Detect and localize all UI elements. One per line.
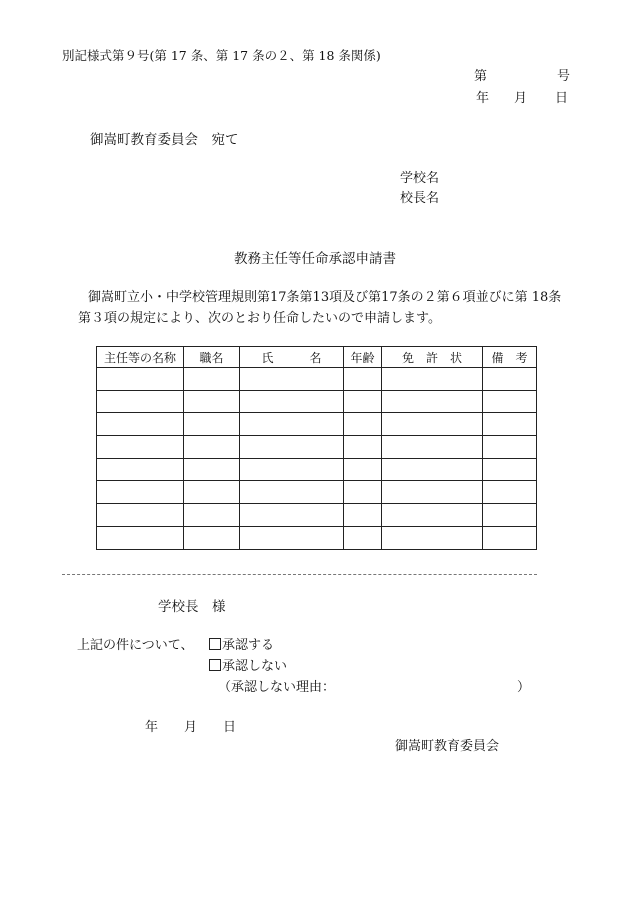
table-cell[interactable] xyxy=(184,368,240,391)
table-row xyxy=(97,436,537,459)
table-row xyxy=(97,390,537,413)
table-cell[interactable] xyxy=(344,390,382,413)
table-cell[interactable] xyxy=(97,481,184,504)
header-date-month: 月 xyxy=(514,91,528,106)
col-header-age: 年齢 xyxy=(344,347,382,368)
table-cell[interactable] xyxy=(184,436,240,459)
approve-checkbox[interactable] xyxy=(209,638,221,650)
body-text-line-1: 御嵩町立小・中学校管理規則第17条第13項及び第17条の２第６項並びに第 18条 xyxy=(88,290,562,305)
table-cell[interactable] xyxy=(97,504,184,527)
table-cell[interactable] xyxy=(184,390,240,413)
table-cell[interactable] xyxy=(382,390,483,413)
reason-close-paren: ） xyxy=(517,680,531,695)
table-row xyxy=(97,368,537,391)
table-row xyxy=(97,481,537,504)
table-row xyxy=(97,458,537,481)
table-cell[interactable] xyxy=(240,368,344,391)
school-name-label: 学校名 xyxy=(400,171,440,186)
table-cell[interactable] xyxy=(240,504,344,527)
table-cell[interactable] xyxy=(240,481,344,504)
table-cell[interactable] xyxy=(240,390,344,413)
col-header-position: 主任等の名称 xyxy=(97,347,184,368)
col-header-job-title: 職名 xyxy=(184,347,240,368)
table-cell[interactable] xyxy=(344,458,382,481)
table-cell[interactable] xyxy=(97,368,184,391)
col-header-license: 免 許 状 xyxy=(382,347,483,368)
reply-date-year: 年 xyxy=(145,720,159,735)
table-header-row xyxy=(97,347,537,368)
table-cell[interactable] xyxy=(382,413,483,436)
reply-date-month: 月 xyxy=(184,720,198,735)
addressee: 御嵩町教育委員会 宛て xyxy=(90,132,239,148)
appointment-table xyxy=(96,346,537,550)
table-cell[interactable] xyxy=(97,413,184,436)
table-row xyxy=(97,526,537,549)
table-cell[interactable] xyxy=(344,526,382,549)
table-cell[interactable] xyxy=(483,458,537,481)
table-row xyxy=(97,504,537,527)
disapprove-checkbox[interactable] xyxy=(209,659,221,671)
reply-addressee: 学校長 様 xyxy=(158,599,226,615)
table-cell[interactable] xyxy=(97,458,184,481)
number-suffix: 号 xyxy=(557,69,571,84)
document-title: 教務主任等任命承認申請書 xyxy=(234,251,396,267)
table-cell[interactable] xyxy=(240,413,344,436)
table-cell[interactable] xyxy=(382,526,483,549)
table-cell[interactable] xyxy=(184,526,240,549)
table-cell[interactable] xyxy=(483,368,537,391)
table-cell[interactable] xyxy=(240,458,344,481)
table-cell[interactable] xyxy=(184,481,240,504)
table-cell[interactable] xyxy=(344,368,382,391)
table-cell[interactable] xyxy=(483,504,537,527)
board-signature: 御嵩町教育委員会 xyxy=(395,739,500,754)
form-identifier: 別記様式第９号(第 17 条、第 17 条の２、第 18 条関係) xyxy=(62,48,381,63)
header-date-day: 日 xyxy=(555,91,569,106)
table-cell[interactable] xyxy=(382,504,483,527)
table-cell[interactable] xyxy=(382,436,483,459)
col-header-remarks: 備 考 xyxy=(483,347,537,368)
disapprove-option[interactable] xyxy=(209,659,287,675)
number-prefix: 第 xyxy=(474,69,488,84)
reply-matter-text: 上記の件について、 xyxy=(77,638,194,653)
table-cell[interactable] xyxy=(97,436,184,459)
cut-line-divider xyxy=(62,574,537,575)
approve-option[interactable] xyxy=(209,638,274,654)
table-cell[interactable] xyxy=(483,390,537,413)
table-cell[interactable] xyxy=(344,413,382,436)
header-date-year: 年 xyxy=(476,91,490,106)
table-cell[interactable] xyxy=(240,436,344,459)
reply-date-day: 日 xyxy=(223,720,237,735)
table-cell[interactable] xyxy=(97,526,184,549)
table-cell[interactable] xyxy=(483,526,537,549)
table-cell[interactable] xyxy=(344,481,382,504)
table-cell[interactable] xyxy=(184,458,240,481)
table-cell[interactable] xyxy=(240,526,344,549)
col-header-name: 氏 名 xyxy=(240,347,344,368)
table-cell[interactable] xyxy=(344,504,382,527)
table-cell[interactable] xyxy=(382,481,483,504)
disapprove-label: 承認しない xyxy=(222,659,288,674)
table-cell[interactable] xyxy=(382,458,483,481)
principal-name-label: 校長名 xyxy=(400,191,440,206)
table-cell[interactable] xyxy=(97,390,184,413)
table-cell[interactable] xyxy=(483,436,537,459)
approve-label: 承認する xyxy=(222,638,275,653)
table-cell[interactable] xyxy=(483,481,537,504)
table-row xyxy=(97,413,537,436)
table-cell[interactable] xyxy=(184,504,240,527)
body-text-line-2: 第３項の規定により、次のとおり任命したいので申請します。 xyxy=(78,311,441,326)
table-cell[interactable] xyxy=(184,413,240,436)
reason-label: （承認しない理由： xyxy=(218,680,336,695)
table-cell[interactable] xyxy=(382,368,483,391)
table-cell[interactable] xyxy=(483,413,537,436)
table-cell[interactable] xyxy=(344,436,382,459)
